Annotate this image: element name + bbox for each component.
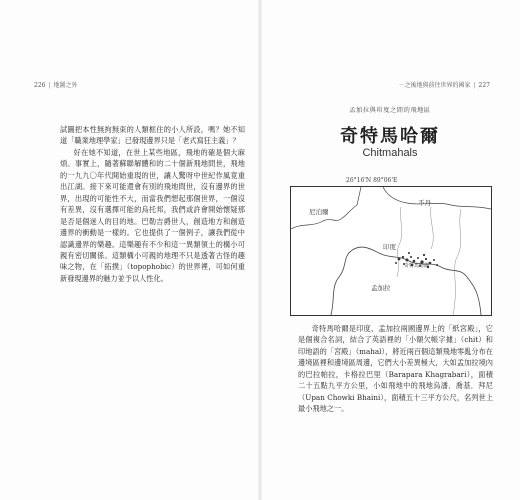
- map-label-india: 印度: [383, 243, 396, 251]
- running-head-separator: |: [473, 82, 476, 89]
- map-label-bhutan: 不丹: [418, 199, 431, 207]
- running-head-separator: |: [48, 82, 51, 89]
- border-line-bhutan: [383, 187, 491, 209]
- river: [453, 209, 461, 315]
- coordinates: 26°16'N 89°06'E: [346, 177, 398, 184]
- book-title: 地圖之外: [53, 82, 78, 89]
- left-paragraph: 試圖把本性無拘無束的人類框住的小人所設，嗎？她不知道「職業地理學家」已發現邊界只是「老式寫狂主義」？: [60, 125, 245, 146]
- chapter-title: ㄧ之後地與前往世界的國家: [398, 82, 471, 89]
- left-paragraph: 好在她不知道，在世上某些地區，飛地的確是個大麻煩。事實上，隨著蘇聯解體和的二十個新飛地問世，飛地的一九九〇年代開始重現的世，讓人驚呀中世紀作風竟重出江湖。接下來可能還會有別的飛地問世，沒有邊界的世界，出現的可能性不大，而當我們想起那個世界，一個沒有差異，沒有選擇可能的烏托邦，我們或許會開始懷疑那是否是個迷人的目的地。巴勒吉爵世人，創造地方和創造邊界的衝動是一樣的。它也提供了一個例子，讓我們從中認識邊界的樂趣。這樂趣有不少和這一異類領土的構小可親有密切關係。這類構小可親的地理不只是透著古怪的趣味之物，在「拓撲」（topophobic）的世界裡，可如何重新發現邊界的魅力並予以人性化。: [60, 147, 245, 283]
- right-page: [260, 0, 520, 500]
- river: [397, 207, 402, 277]
- left-body-text: [60, 124, 245, 284]
- entry-subtitle: Chitmahals: [362, 147, 418, 159]
- entry-title: 奇特馬哈爾: [340, 126, 440, 147]
- section-label: 孟加拉與印度之間的飛地區: [349, 107, 431, 114]
- left-running-head: [34, 80, 78, 89]
- map-label-bangladesh: 孟加拉: [371, 284, 391, 292]
- right-running-head: [399, 80, 491, 89]
- enclave-map: [290, 186, 492, 316]
- right-page-number: 227: [478, 82, 490, 89]
- map-label-chitmahal: 奇特馬哈爾: [404, 263, 430, 269]
- right-body-text: [298, 323, 493, 415]
- right-paragraph: 奇特馬哈爾是印度、孟加拉兩國邊界上的「紙宮殿」，它是個複合名詞，結合了英語裡的「小額欠帳字據」（chit）和印地語的「宮殿」（mahal），將近兩百個這類飛地零亂分布在邊境區裡和邊境區周邊，它們大小差異極大，大如孟加拉境內的巴拉帕拉，卡格拉巴里（Barapara Khagrabari），面積二十五點九平方公里，小如飛地中的飛地烏潘．喬基．拜尼（Upan Chowki Bhaini），面積五十三平方公尺，名列世上最小飛地之一。: [298, 324, 493, 414]
- border-line-bangladesh: [331, 247, 481, 315]
- left-page-number: 226: [34, 82, 46, 89]
- map-label-nepal: 尼泊爾: [309, 208, 329, 216]
- river: [431, 207, 434, 249]
